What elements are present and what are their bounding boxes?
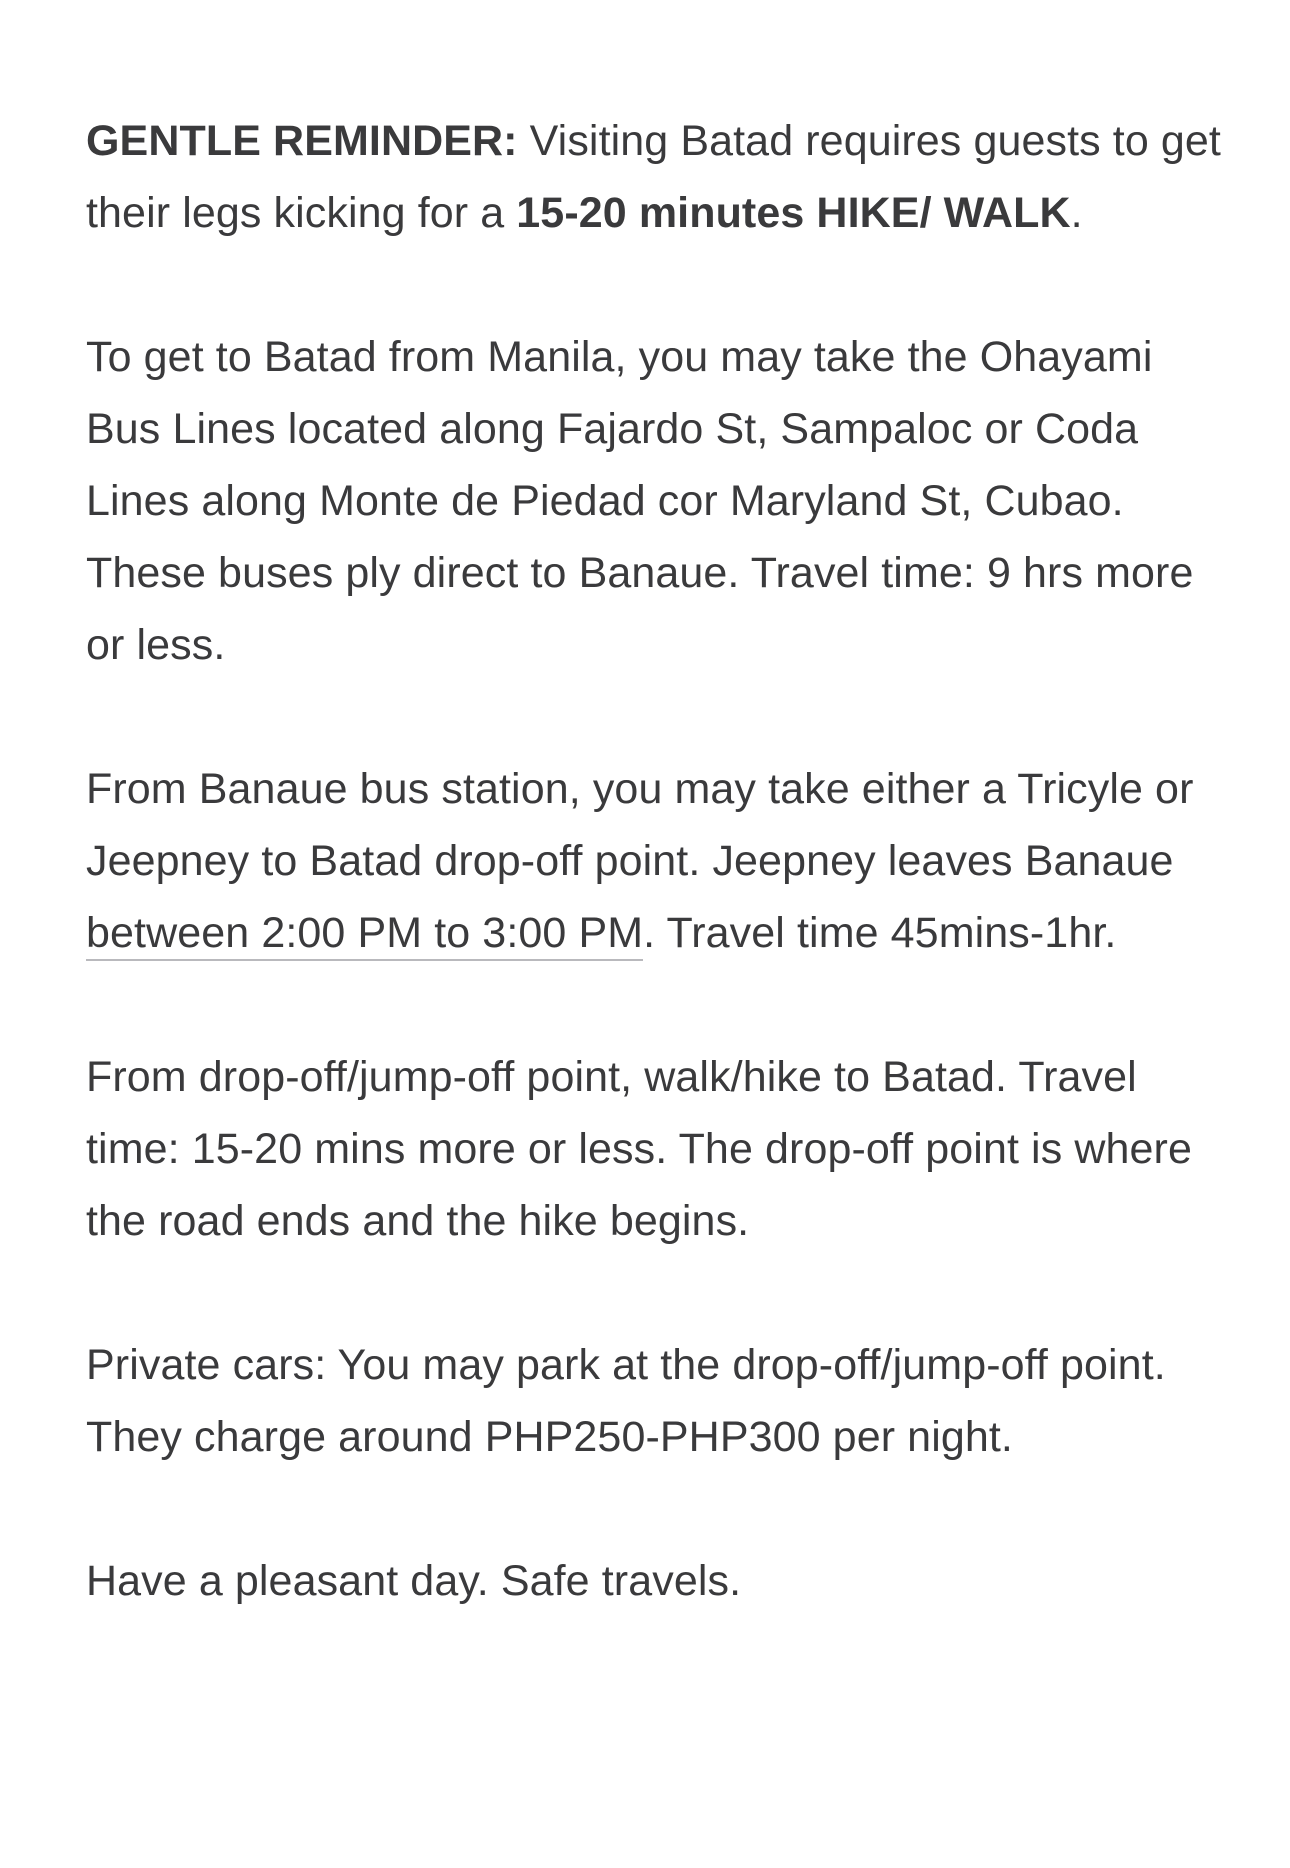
banaue-travel-time: . Travel time 45mins-1hr. xyxy=(643,909,1117,957)
closing-paragraph: Have a pleasant day. Safe travels. xyxy=(86,1557,742,1605)
reminder-label: GENTLE REMINDER: xyxy=(86,117,518,165)
message-body xyxy=(86,105,1236,1617)
dropoff-paragraph: From drop-off/jump-off point, walk/hike to Batad. Travel time: 15-20 mins more or less. The drop-off point is where the road ends and the hike begins. xyxy=(86,1053,1192,1245)
banaue-directions-paragraph xyxy=(86,753,1236,969)
manila-directions-paragraph: To get to Batad from Manila, you may take the Ohayami Bus Lines located along Fajardo St, Sampaloc or Coda Lines along Monte de Piedad cor Maryland St, Cubao. These buses ply direct to Banaue. Travel time: 9 hrs more or less. xyxy=(86,333,1194,669)
jeepney-schedule-link[interactable]: between 2:00 PM to 3:00 PM xyxy=(86,909,643,961)
reminder-text: Visiting Batad requires guests to get their legs kicking for a xyxy=(86,117,1221,237)
private-cars-paragraph: Private cars: You may park at the drop-off/jump-off point. They charge around PHP250-PHP300 per night. xyxy=(86,1341,1166,1461)
reminder-end: . xyxy=(1070,189,1083,237)
reminder-paragraph xyxy=(86,105,1236,249)
banaue-text: From Banaue bus station, you may take either a Tricyle or Jeepney to Batad drop-off point. Jeepney leaves Banaue xyxy=(86,765,1194,885)
hike-duration: 15-20 minutes HIKE/ WALK xyxy=(516,189,1071,237)
